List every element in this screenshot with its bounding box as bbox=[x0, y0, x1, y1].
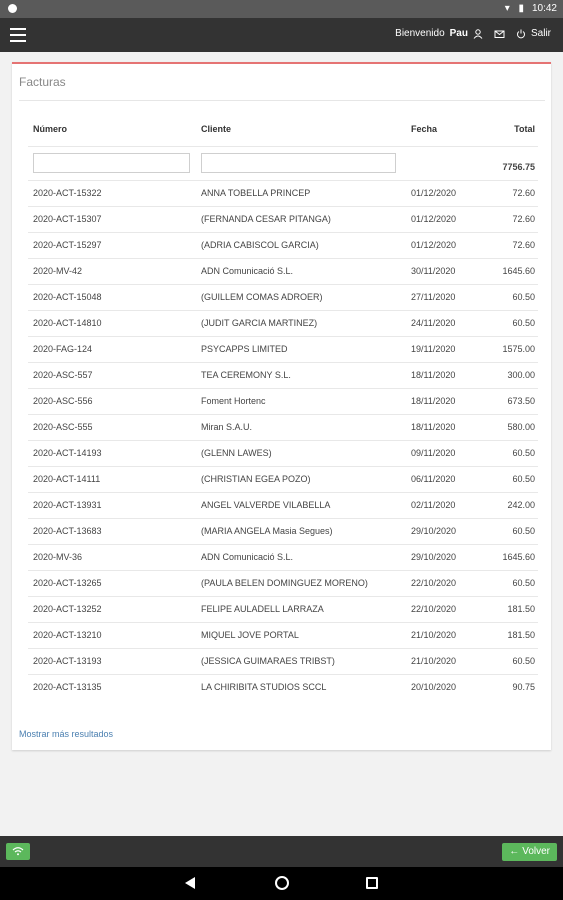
invoice-date: 01/12/2020 bbox=[408, 180, 483, 206]
android-nav-bar bbox=[0, 867, 563, 900]
back-button[interactable] bbox=[502, 843, 557, 861]
table-row[interactable] bbox=[28, 284, 538, 310]
logout-link[interactable]: Salir bbox=[530, 28, 551, 39]
total-sum: 7756.75 bbox=[483, 146, 538, 180]
table-row[interactable] bbox=[28, 440, 538, 466]
column-header-fecha[interactable]: Fecha bbox=[411, 123, 438, 134]
invoice-number: 2020-MV-36 bbox=[28, 544, 198, 570]
invoice-client: (PAULA BELEN DOMINGUEZ MORENO) bbox=[198, 570, 408, 596]
invoice-client: (FERNANDA CESAR PITANGA) bbox=[198, 206, 408, 232]
numero-filter-input[interactable] bbox=[33, 153, 190, 173]
invoice-client: FELIPE AULADELL LARRAZA bbox=[198, 596, 408, 622]
invoice-date: 30/11/2020 bbox=[408, 258, 483, 284]
invoice-date: 22/10/2020 bbox=[408, 570, 483, 596]
invoice-total: 60.50 bbox=[483, 518, 538, 544]
invoice-total: 60.50 bbox=[483, 570, 538, 596]
invoice-client: (JESSICA GUIMARAES TRIBST) bbox=[198, 648, 408, 674]
table-row[interactable] bbox=[28, 336, 538, 362]
invoice-total: 72.60 bbox=[483, 180, 538, 206]
welcome-text: Bienvenido bbox=[395, 28, 445, 39]
invoice-date: 02/11/2020 bbox=[408, 492, 483, 518]
invoice-client: ANNA TOBELLA PRINCEP bbox=[198, 180, 408, 206]
invoice-total: 300.00 bbox=[483, 362, 538, 388]
invoice-number: 2020-ACT-13135 bbox=[28, 674, 198, 700]
invoice-date: 21/10/2020 bbox=[408, 648, 483, 674]
invoice-total: 580.00 bbox=[483, 414, 538, 440]
user-icon[interactable] bbox=[473, 29, 483, 39]
invoice-number: 2020-ACT-13210 bbox=[28, 622, 198, 648]
hamburger-icon[interactable] bbox=[10, 28, 26, 42]
invoice-number: 2020-ASC-555 bbox=[28, 414, 198, 440]
table-row[interactable] bbox=[28, 492, 538, 518]
invoice-date: 18/11/2020 bbox=[408, 414, 483, 440]
invoice-total: 60.50 bbox=[483, 284, 538, 310]
invoice-total: 1645.60 bbox=[483, 258, 538, 284]
table-row[interactable] bbox=[28, 388, 538, 414]
invoice-total: 1645.60 bbox=[483, 544, 538, 570]
table-header-row bbox=[28, 112, 538, 146]
status-bar bbox=[0, 0, 563, 18]
invoice-number: 2020-ACT-13252 bbox=[28, 596, 198, 622]
table-row[interactable] bbox=[28, 570, 538, 596]
table-body bbox=[28, 180, 538, 700]
invoice-date: 29/10/2020 bbox=[408, 518, 483, 544]
invoice-number: 2020-ACT-14193 bbox=[28, 440, 198, 466]
table-row[interactable] bbox=[28, 232, 538, 258]
filter-row bbox=[28, 146, 538, 180]
invoice-number: 2020-ACT-13683 bbox=[28, 518, 198, 544]
invoice-total: 72.60 bbox=[483, 206, 538, 232]
wifi-icon bbox=[12, 846, 24, 856]
table-row[interactable] bbox=[28, 466, 538, 492]
table-row[interactable] bbox=[28, 674, 538, 700]
power-icon[interactable] bbox=[516, 29, 526, 39]
invoice-total: 90.75 bbox=[483, 674, 538, 700]
invoice-date: 24/11/2020 bbox=[408, 310, 483, 336]
invoice-date: 21/10/2020 bbox=[408, 622, 483, 648]
invoice-date: 18/11/2020 bbox=[408, 362, 483, 388]
divider bbox=[19, 100, 545, 101]
table-row[interactable] bbox=[28, 310, 538, 336]
invoice-total: 60.50 bbox=[483, 466, 538, 492]
status-time: 10:42 bbox=[531, 3, 557, 14]
invoice-total: 673.50 bbox=[483, 388, 538, 414]
arrow-left-icon: ← bbox=[509, 846, 520, 857]
invoice-total: 1575.00 bbox=[483, 336, 538, 362]
table-row[interactable] bbox=[28, 206, 538, 232]
invoice-date: 20/10/2020 bbox=[408, 674, 483, 700]
invoice-client: Foment Hortenc bbox=[198, 388, 408, 414]
nav-recents-icon[interactable] bbox=[366, 877, 378, 889]
invoice-total: 242.00 bbox=[483, 492, 538, 518]
invoice-date: 06/11/2020 bbox=[408, 466, 483, 492]
invoice-total: 60.50 bbox=[483, 310, 538, 336]
column-header-total[interactable]: Total bbox=[514, 123, 535, 134]
invoice-client: LA CHIRIBITA STUDIOS SCCL bbox=[198, 674, 408, 700]
table-row[interactable] bbox=[28, 414, 538, 440]
invoice-number: 2020-ASC-557 bbox=[28, 362, 198, 388]
invoices-card bbox=[12, 62, 551, 750]
nav-back-icon[interactable] bbox=[185, 877, 195, 889]
invoice-number: 2020-FAG-124 bbox=[28, 336, 198, 362]
invoice-client: ADN Comunicació S.L. bbox=[198, 258, 408, 284]
invoice-total: 60.50 bbox=[483, 440, 538, 466]
invoice-total: 72.60 bbox=[483, 232, 538, 258]
table-row[interactable] bbox=[28, 622, 538, 648]
cliente-filter-input[interactable] bbox=[201, 153, 396, 173]
invoice-total: 181.50 bbox=[483, 596, 538, 622]
more-results-link[interactable]: Mostrar más resultados bbox=[19, 729, 114, 739]
invoice-client: (GLENN LAWES) bbox=[198, 440, 408, 466]
invoice-total: 181.50 bbox=[483, 622, 538, 648]
invoice-date: 01/12/2020 bbox=[408, 206, 483, 232]
table-row[interactable] bbox=[28, 258, 538, 284]
invoice-client: (CHRISTIAN EGEA POZO) bbox=[198, 466, 408, 492]
invoice-date: 19/11/2020 bbox=[408, 336, 483, 362]
nav-home-icon[interactable] bbox=[275, 876, 289, 890]
user-menu bbox=[395, 28, 551, 39]
invoice-client: (ADRIA CABISCOL GARCIA) bbox=[198, 232, 408, 258]
invoice-number: 2020-ACT-13265 bbox=[28, 570, 198, 596]
table-row[interactable] bbox=[28, 362, 538, 388]
invoice-number: 2020-ACT-15297 bbox=[28, 232, 198, 258]
invoice-client: MIQUEL JOVE PORTAL bbox=[198, 622, 408, 648]
invoice-date: 29/10/2020 bbox=[408, 544, 483, 570]
invoice-date: 22/10/2020 bbox=[408, 596, 483, 622]
invoice-number: 2020-MV-42 bbox=[28, 258, 198, 284]
invoice-client: ANGEL VALVERDE VILABELLA bbox=[198, 492, 408, 518]
signal-battery-icon: ▾ ▮ bbox=[504, 3, 527, 14]
invoice-client: (JUDIT GARCIA MARTINEZ) bbox=[198, 310, 408, 336]
invoice-client: ADN Comunicació S.L. bbox=[198, 544, 408, 570]
invoice-client: (GUILLEM COMAS ADROER) bbox=[198, 284, 408, 310]
card-title: Facturas bbox=[19, 75, 66, 89]
invoice-date: 09/11/2020 bbox=[408, 440, 483, 466]
invoice-number: 2020-ACT-14111 bbox=[28, 466, 198, 492]
invoice-number: 2020-ACT-14810 bbox=[28, 310, 198, 336]
column-header-numero[interactable]: Número bbox=[33, 123, 68, 134]
mail-icon[interactable] bbox=[494, 29, 505, 39]
invoice-number: 2020-ACT-15307 bbox=[28, 206, 198, 232]
invoice-date: 27/11/2020 bbox=[408, 284, 483, 310]
invoice-number: 2020-ACT-15048 bbox=[28, 284, 198, 310]
table-row[interactable] bbox=[28, 518, 538, 544]
table-row[interactable] bbox=[28, 180, 538, 206]
column-header-cliente[interactable]: Cliente bbox=[201, 123, 232, 134]
invoice-date: 18/11/2020 bbox=[408, 388, 483, 414]
invoices-table bbox=[28, 112, 538, 700]
invoice-client: PSYCAPPS LIMITED bbox=[198, 336, 408, 362]
username[interactable]: Pau bbox=[449, 28, 468, 39]
invoice-client: TEA CEREMONY S.L. bbox=[198, 362, 408, 388]
invoice-number: 2020-ACT-13193 bbox=[28, 648, 198, 674]
bottom-bar bbox=[0, 836, 563, 867]
notification-icon bbox=[8, 4, 17, 13]
table-row[interactable] bbox=[28, 648, 538, 674]
invoice-client: (MARIA ANGELA Masia Segues) bbox=[198, 518, 408, 544]
invoice-number: 2020-ASC-556 bbox=[28, 388, 198, 414]
table-row[interactable] bbox=[28, 544, 538, 570]
wifi-button[interactable] bbox=[6, 843, 30, 860]
top-bar bbox=[0, 18, 563, 52]
invoice-total: 60.50 bbox=[483, 648, 538, 674]
back-button-label: Volver bbox=[522, 846, 550, 857]
invoice-number: 2020-ACT-15322 bbox=[28, 180, 198, 206]
invoice-number: 2020-ACT-13931 bbox=[28, 492, 198, 518]
table-row[interactable] bbox=[28, 596, 538, 622]
invoice-client: Miran S.A.U. bbox=[198, 414, 408, 440]
invoice-date: 01/12/2020 bbox=[408, 232, 483, 258]
